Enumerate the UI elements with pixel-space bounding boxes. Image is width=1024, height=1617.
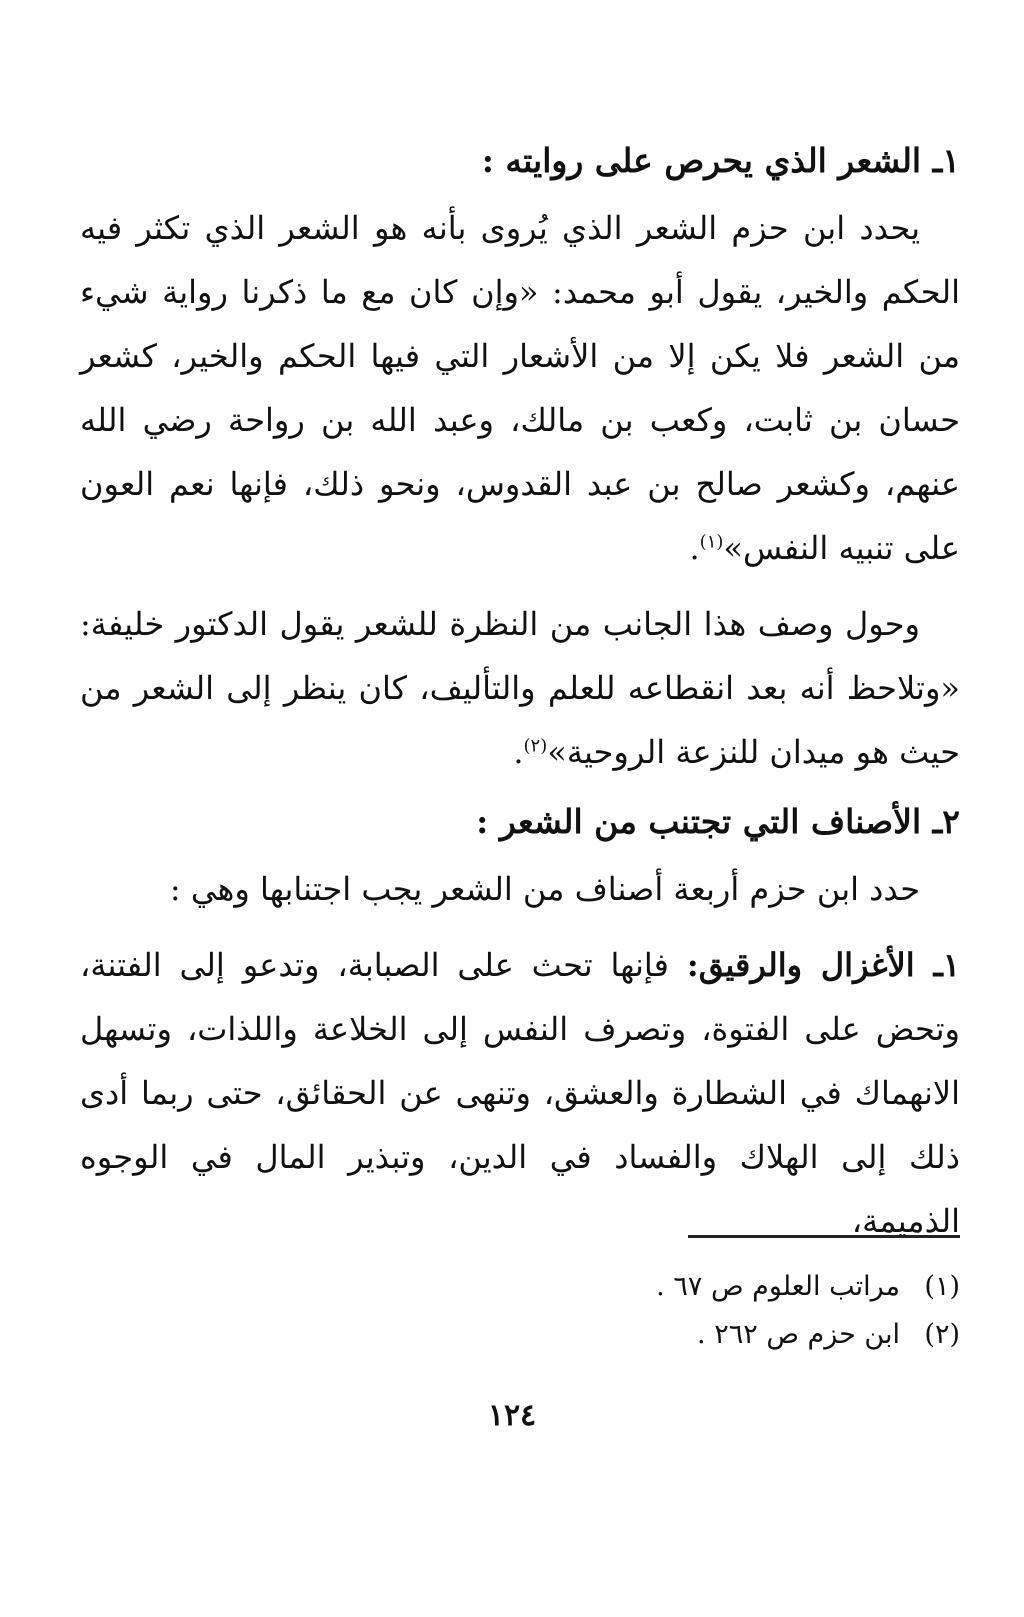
footnote-number: (٢)	[924, 1319, 960, 1350]
section-1-heading: ١ـ الشعر الذي يحرص على روايته :	[481, 141, 960, 180]
footnote-number: (١)	[924, 1271, 960, 1302]
section-1-paragraph-2	[80, 592, 960, 784]
item-1-text: فإنها تحث على الصبابة، وتدعو إلى الفتنة، وتحض على الفتوة، وتصرف النفس إلى الخلاعة واللذات، وتسهل الانهماك في الشطارة والعشق، وتنهى عن الحقائق، حتى ربما أدى ذلك إلى الهلاك والفساد في الدين، وتبذير المال في الوجوه الذميمة،	[80, 945, 960, 1240]
footnote-item	[80, 1263, 960, 1311]
paragraph-end: .	[689, 528, 700, 567]
paragraph-text: وحول وصف هذا الجانب من النظرة للشعر يقول الدكتور خليفة: «وتلاحظ أنه بعد انقطاعه للعلم والتأليف، كان ينظر إلى الشعر من حيث هو ميدان للنزعة الروحية»	[80, 604, 960, 771]
section-1-paragraph-1	[80, 196, 960, 580]
footnote-ref-2: (٢)	[523, 735, 548, 757]
footnote-divider	[688, 1235, 960, 1238]
section-2-item-1	[80, 933, 960, 1253]
paragraph-end: .	[513, 732, 524, 771]
footnote-text: ابن حزم ص ٢٦٢ .	[697, 1319, 900, 1350]
page-number: ١٢٤	[487, 1398, 537, 1433]
footnote-ref-1: (١)	[699, 531, 724, 553]
footnotes	[80, 1263, 960, 1359]
section-2-intro: حدد ابن حزم أربعة أصناف من الشعر يجب اجتنابها وهي :	[169, 869, 920, 908]
footnote-text: مراتب العلوم ص ٦٧ .	[656, 1271, 900, 1302]
paragraph-text: يحدد ابن حزم الشعر الذي يُروى بأنه هو الشعر الذي تكثر فيه الحكم والخير، يقول أبو محمد: «وإن كان مع ما ذكرنا رواية شيء من الشعر فلا يكن إلا من الأشعار التي فيها الحكم والخير، كشعر حسان بن ثابت، وكعب بن مالك، وعبد الله بن رواحة رضي الله عنهم، وكشعر صالح بن عبد القدوس، ونحو ذلك، فإنها نعم العون على تنبيه النفس»	[80, 208, 961, 567]
item-1-lead: ١ـ الأغزال والرقيق:	[686, 945, 961, 984]
section-2-heading: ٢ـ الأصناف التي تجتنب من الشعر :	[476, 801, 960, 841]
page-body	[80, 135, 960, 1265]
footnote-item	[80, 1311, 960, 1359]
